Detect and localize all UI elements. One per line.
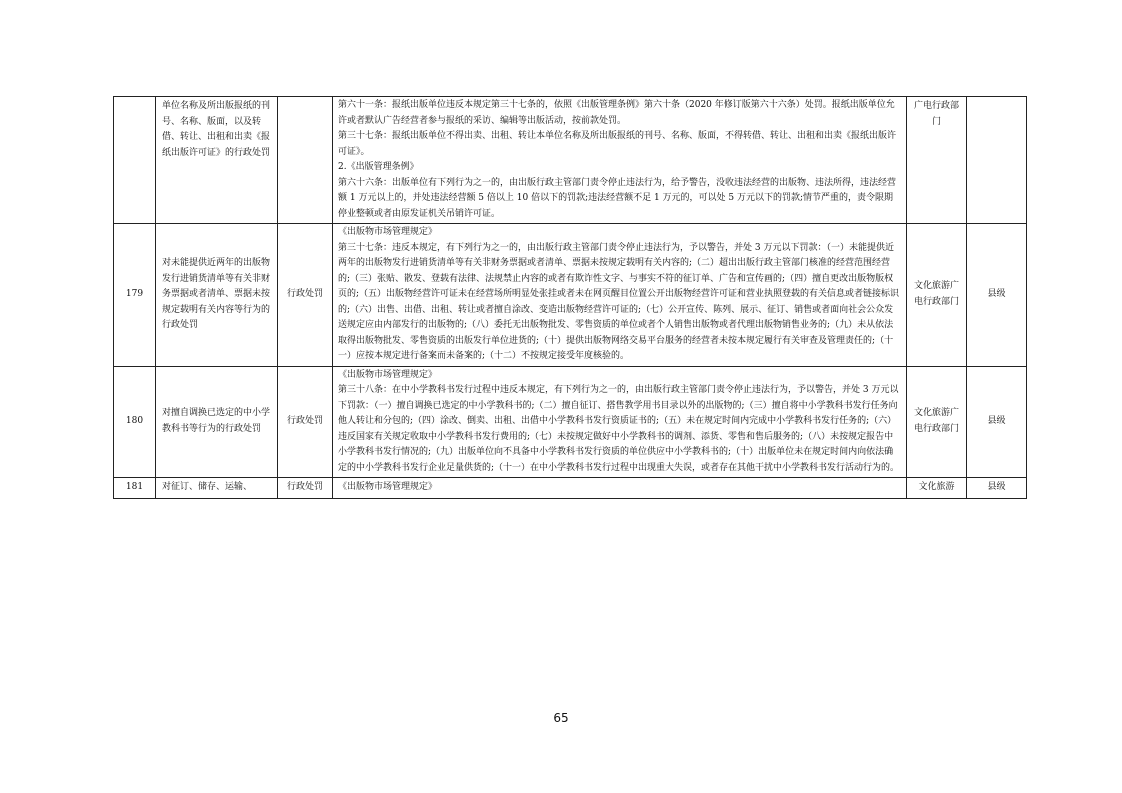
basis-paragraph: 第三十七条：违反本规定，有下列行为之一的，由出版行政主管部门责令停止违法行为，予以警告，并处 3 万元以下罚款：（一）未能提供近两年的出版物发行进销货清单等有关非财务票据或者清单、票据未按规定载明有关内容的;（二）超出出版行政主管部门核准的经营范围经营的;（三）张贴、散发、登载有法律、法规禁止内容的或者有欺诈性文字、与事实不符的征订单、广告和宣传画的;（四）擅自更改出版物版权页的;（五）出版物经营许可证未在经营场所明显处张挂或者未在网页醒目位置公开出版物经营许可证和营业执照登载的有关信息或者链接标识的;（六）出售、出借、出租、转让或者擅自涂改、变造出版物经营许可证的;（七）公开宣传、陈列、展示、征订、销售或者面向社会公众发送规定应由内部发行的出版物的;（八）委托无出版物批发、零售资质的单位或者个人销售出版物或者代理出版物销售业务的;（九）未从依法取得出版物批发、零售资质的出版发行单位进货的;（十）提供出版物网络交易平台服务的经营者未按本规定履行有关审查及管理责任的;（十一）应按本规定进行备案而未备案的;（十二）不按规定接受年度核验的。 [338, 242, 900, 361]
row-number-cell [114, 97, 156, 224]
type-cell: 行政处罚 [278, 478, 333, 499]
level-cell: 县级 [967, 224, 1027, 367]
item-name-cell: 对未能提供近两年的出版物发行进销货清单等有关非财务票据或者清单、票据未按规定载明有关内容等行为的行政处罚 [156, 224, 278, 367]
department-cell: 文化旅游广电行政部门 [907, 224, 967, 367]
type-cell: 行政处罚 [278, 224, 333, 367]
row-number-cell: 180 [114, 366, 156, 478]
basis-paragraph: 《出版物市场管理规定》 [338, 227, 438, 237]
department-cell: 文化旅游 [907, 478, 967, 499]
table-row [114, 366, 1027, 478]
level-cell: 县级 [967, 478, 1027, 499]
basis-paragraph: 《出版物市场管理规定》 [338, 482, 438, 493]
row-number-cell: 181 [114, 478, 156, 499]
basis-cell [333, 366, 907, 478]
level-cell [967, 97, 1027, 224]
table-row [114, 97, 1027, 224]
basis-paragraph: 第三十八条：在中小学教科书发行过程中违反本规定，有下列行为之一的，由出版行政主管部门责令停止违法行为，予以警告，并处 3 万元以下罚款：（一）擅自调换已选定的中小学教科书的;（二）擅自征订、搭售教学用书目录以外的出版物的;（三）擅自将中小学教科书发行任务向他人转让和分包的;（四）涂改、倒卖、出租、出借中小学教科书发行资质证书的;（五）未在规定时间内完成中小学教科书发行任务的;（六）违反国家有关规定收取中小学教科书发行费用的;（七）未按规定做好中小学教科书的调剂、添货、零售和售后服务的;（八）未按规定报告中小学教科书发行情况的;（九）出版单位向不具备中小学教科书发行资质的单位供应中小学教科书的;（十）出版单位未在规定时间内向依法确定的中小学教科书发行企业足量供货的;（十一）在中小学教科书发行过程中出现重大失误，或者存在其他干扰中小学教科书发行活动行为的。 [338, 385, 900, 473]
basis-paragraph: 第六十六条：出版单位有下列行为之一的，由出版行政主管部门责令停止违法行为，给予警告，没收违法经营的出版物、违法所得，违法经营额 1 万元以上的，并处违法经营额 5 倍以上 10 倍以下的罚款;违法经营额不足 1 万元的，可以处 5 万元以下的罚款;情节严重的，责令限期停业整顿或者由原发证机关吊销许可证。 [338, 177, 897, 219]
department-cell: 文化旅游广电行政部门 [907, 366, 967, 478]
basis-paragraph: 《出版物市场管理规定》 [338, 369, 438, 380]
basis-cell [333, 97, 907, 224]
row-number-cell: 179 [114, 224, 156, 367]
table-row [114, 224, 1027, 367]
basis-cell [333, 224, 907, 367]
type-cell: 行政处罚 [278, 366, 333, 478]
item-name-cell: 对擅自调换已选定的中小学教科书等行为的行政处罚 [156, 366, 278, 478]
basis-paragraph: 2.《出版管理条例》 [338, 162, 419, 172]
item-name-cell: 单位名称及所出版报纸的刊号、名称、版面，以及转借、转让、出租和出卖《报纸出版许可证》的行政处罚 [156, 97, 278, 224]
type-cell [278, 97, 333, 224]
department-cell: 广电行政部门 [907, 97, 967, 224]
table-row [114, 478, 1027, 499]
item-name-cell: 对征订、储存、运输、 [156, 478, 278, 499]
level-cell: 县级 [967, 366, 1027, 478]
basis-cell [333, 478, 907, 499]
basis-paragraph: 第六十一条：报纸出版单位违反本规定第三十七条的，依照《出版管理条例》第六十条（2020 年修订版第六十六条）处罚。报纸出版单位允许或者默认广告经营者参与报纸的采访、编辑等出版活动，按前款处罚。 [338, 100, 895, 126]
enforcement-table [113, 96, 1027, 499]
page-number: 65 [553, 711, 569, 725]
basis-paragraph: 第三十七条：报纸出版单位不得出卖、出租、转让本单位名称及所出版报纸的刊号、名称、版面，不得转借、转让、出租和出卖《报纸出版许可证》。 [338, 131, 897, 157]
